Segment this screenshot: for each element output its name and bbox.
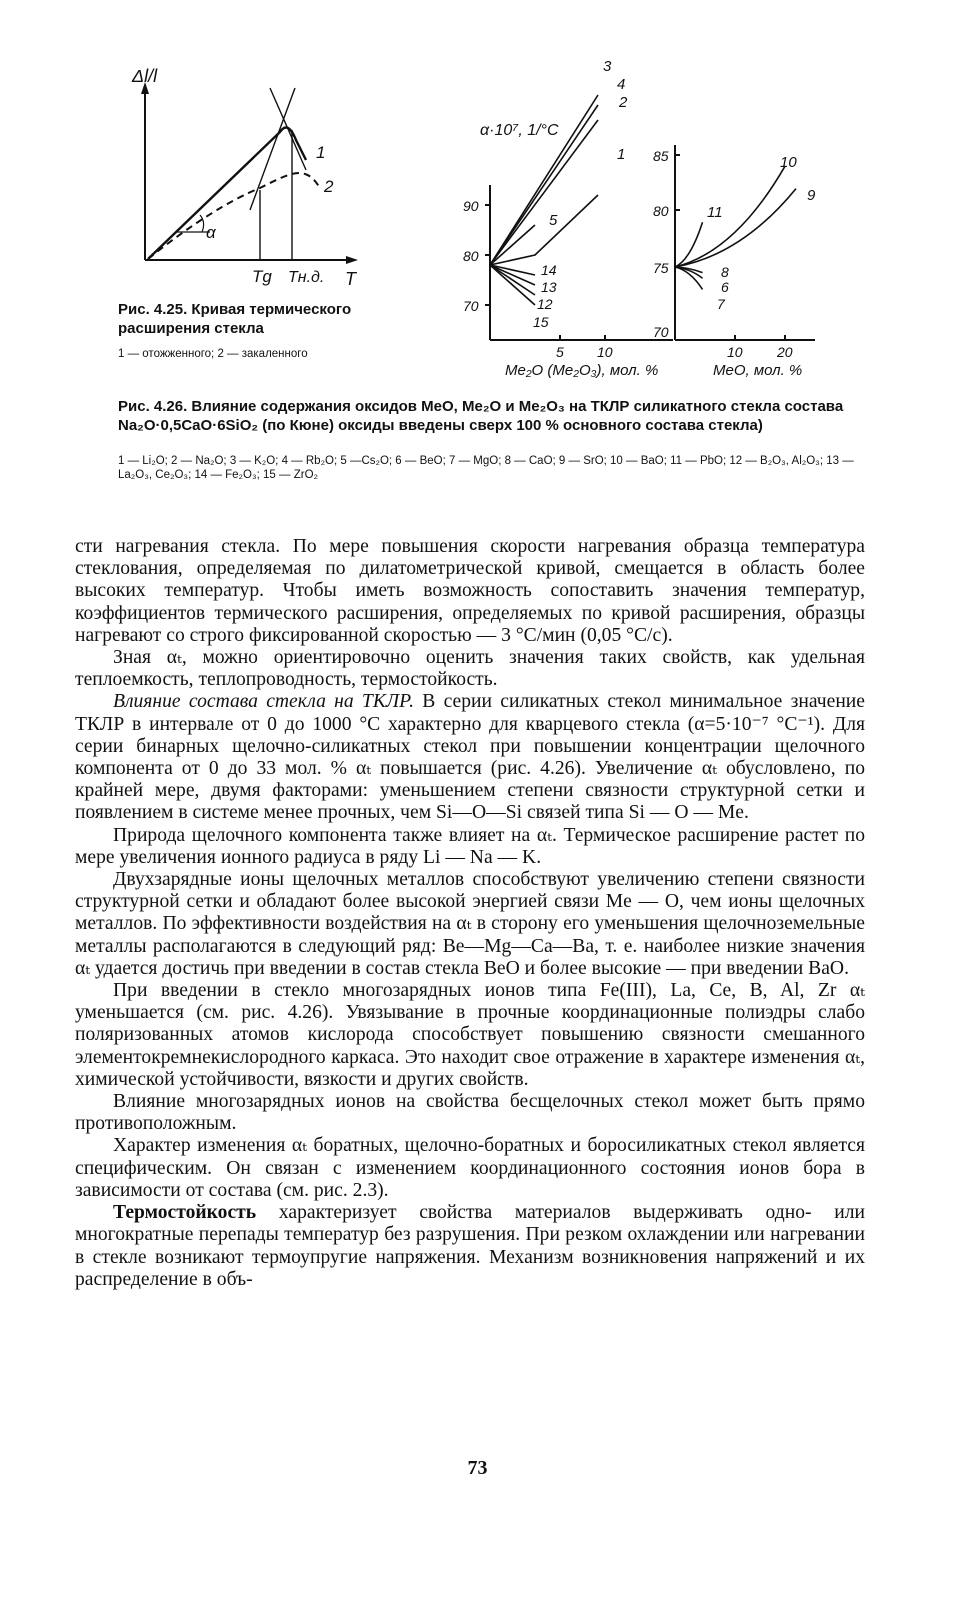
curve-2 <box>148 173 320 259</box>
curve-label-4: 4 <box>617 76 626 93</box>
curve-label-1: 1 <box>617 146 626 163</box>
figure-4-26 <box>455 55 835 390</box>
left-xlabel: Me₂O (Me₂O₃), мол. % <box>505 362 659 379</box>
paragraph-8: Характер изменения αₜ боратных, щелочно-боратных и боросиликатных стекол является специфическим. Он связан с изменением координационного состояния ионов бора в зависимости от состава (см. рис. 2.3). <box>75 1135 865 1201</box>
curve-label-7: 7 <box>717 296 725 312</box>
paragraph-3 <box>75 691 865 824</box>
ylabel: α·10⁷, 1/°C <box>480 122 559 139</box>
paragraph-3-text: В серии силикатных стекол минимальное значение ТКЛР в интервале от 0 до 1000 °С характерно для кварцевого стекла (α=5·10⁻⁷ °С⁻¹). Для серии бинарных щелочно-силикатных стекол при повышении концентрации щелочного компонента от 0 до 33 мол. % αₜ повышается (рис. 4.26). Увеличение αₜ обусловлено, по крайней мере, двумя факторами: уменьшением степени связности структурной сетки и появлением в системе менее прочных, чем Si—O—Si связей типа Si — O — Me. <box>75 691 865 824</box>
paragraph-9 <box>75 1202 865 1291</box>
curve-label-3: 3 <box>603 58 612 75</box>
paragraph-2: Зная αₜ, можно ориентировочно оценить значения таких свойств, как удельная теплоемкость, теплопроводность, термостойкость. <box>75 647 865 691</box>
curve-label-1: 1 <box>316 143 326 162</box>
right-x-tick-20: 20 <box>777 344 793 360</box>
figure-4-25-legend: 1 — отожженного; 2 — закаленного <box>118 348 308 360</box>
curve-label-2: 2 <box>619 94 628 111</box>
series-line-15 <box>490 265 535 305</box>
right-y-tick-85: 85 <box>653 148 669 164</box>
series-line-3 <box>490 95 598 265</box>
curve-label-15: 15 <box>533 314 549 330</box>
paragraph-6: При введении в стекло многозарядных ионов типа Fe(III), La, Ce, B, Al, Zr αₜ уменьшается (см. рис. 4.26). Увязывание в прочные координационные полиэдры слабо поляризованных атомов кислорода способствует повышению связности смешанного элементокремнекислородного каркаса. Это находит свое отражение в характере изменения αₜ, химической устойчивости, вязкости и других свойств. <box>75 980 865 1090</box>
paragraph-7: Влияние многозарядных ионов на свойства бесщелочных стекол может быть прямо противоположным. <box>75 1091 865 1135</box>
figure-4-26-legend: 1 — Li₂O; 2 — Na₂O; 3 — K₂O; 4 — Rb₂O; 5 —Cs₂O; 6 — BeO; 7 — MgO; 8 — CaO; 9 — SrO; 10 — BaO; 11 — PbO; 12 — B₂O₃, Al₂O₃; 13 — La₂O₃, Ce₂O₃; 14 — Fe₂O₃; 15 — ZrO₂ <box>118 455 854 481</box>
left-x-tick-5: 5 <box>556 344 564 360</box>
curve-label-6: 6 <box>721 279 729 295</box>
tick-tg: Tg <box>252 267 272 286</box>
page-number: 73 <box>467 1457 488 1479</box>
curve-label-12: 12 <box>537 296 553 312</box>
series-line-2 <box>490 120 598 265</box>
paragraph-9-text: характеризует свойства материалов выдерживать одно- или многократные перепады температур без разрушения. При резком охлаждении или нагревании в стекле возникают термоупругие напряжения. Механизм возникновения напряжений и их распределение в объ- <box>75 1202 865 1290</box>
right-x-tick-10: 10 <box>727 344 743 360</box>
right-y-tick-70: 70 <box>653 324 669 340</box>
figure-4-26-caption: Рис. 4.26. Влияние содержания оксидов MeO, Me₂O и Me₂O₃ на ТКЛР силикатного стекла состава Na₂O·0,5CaO·6SiO₂ (по Кюне) оксиды введены сверх 100 % основного состава стекла) <box>118 398 844 434</box>
paragraph-4: Природа щелочного компонента также влияет на αₜ. Термическое расширение растет по мере увеличения ионного радиуса в ряду Li — Na — K. <box>75 824 865 868</box>
xlabel: T <box>345 269 356 289</box>
body-text <box>75 536 865 1291</box>
ylabel: Δl/l <box>132 66 158 86</box>
section-heading-tklr: Влияние состава стекла на ТКЛР. <box>113 691 415 713</box>
curve-label-13: 13 <box>541 279 557 295</box>
term-thermal-resistance: Термостойкость <box>113 1202 257 1224</box>
series-line-13 <box>490 265 535 285</box>
right-y-tick-75: 75 <box>653 260 669 276</box>
series-line-9 <box>675 189 796 267</box>
series-line-1 <box>490 195 598 265</box>
left-y-tick-80: 80 <box>463 248 479 264</box>
right-xlabel: MeO, мол. % <box>713 362 803 379</box>
left-y-tick-70: 70 <box>463 298 479 314</box>
series-line-10 <box>675 166 785 267</box>
figure-4-25 <box>120 60 380 290</box>
curve-label-10: 10 <box>780 154 797 171</box>
left-y-tick-90: 90 <box>463 198 479 214</box>
figure-4-25-caption: Рис. 4.25. Кривая термического расширения стекла <box>118 301 352 337</box>
curve-label-8: 8 <box>721 264 729 280</box>
paragraph-1: сти нагревания стекла. По мере повышения скорости нагревания образца температура стеклования, определяемая по дилатометрической кривой, смещается в область более высоких температур. Чтобы иметь возможность сопоставить значения температур, коэффициентов термического расширения, определяемых по кривой расширения, образцы нагревают со строго фиксированной скоростью — 3 °С/мин (0,05 °С/с). <box>75 536 865 646</box>
left-x-tick-10: 10 <box>597 344 613 360</box>
paragraph-5: Двухзарядные ионы щелочных металлов способствуют увеличению степени связности структурной сетки и обладают более высокой энергией связи Me — O, чем ионы щелочных металлов. По эффективности воздействия на αₜ в сторону его уменьшения щелочноземельные металлы располагаются в следующий ряд: Be—Mg—Ca—Ba, т. е. наиболее низкие значения αₜ удается достичь при введении в состав стекла BeO и более высокие — при введении BaO. <box>75 869 865 979</box>
curve-label-2: 2 <box>324 177 334 196</box>
right-y-tick-80: 80 <box>653 203 669 219</box>
curve-label-14: 14 <box>541 262 557 278</box>
curve-label-9: 9 <box>807 187 816 204</box>
tick-tnd: Tн.д. <box>288 269 325 286</box>
curve-1 <box>148 128 306 260</box>
angle-label: α <box>206 223 216 242</box>
curve-label-11: 11 <box>707 204 723 221</box>
right-curves <box>675 166 796 289</box>
curve-label-5: 5 <box>549 212 558 229</box>
